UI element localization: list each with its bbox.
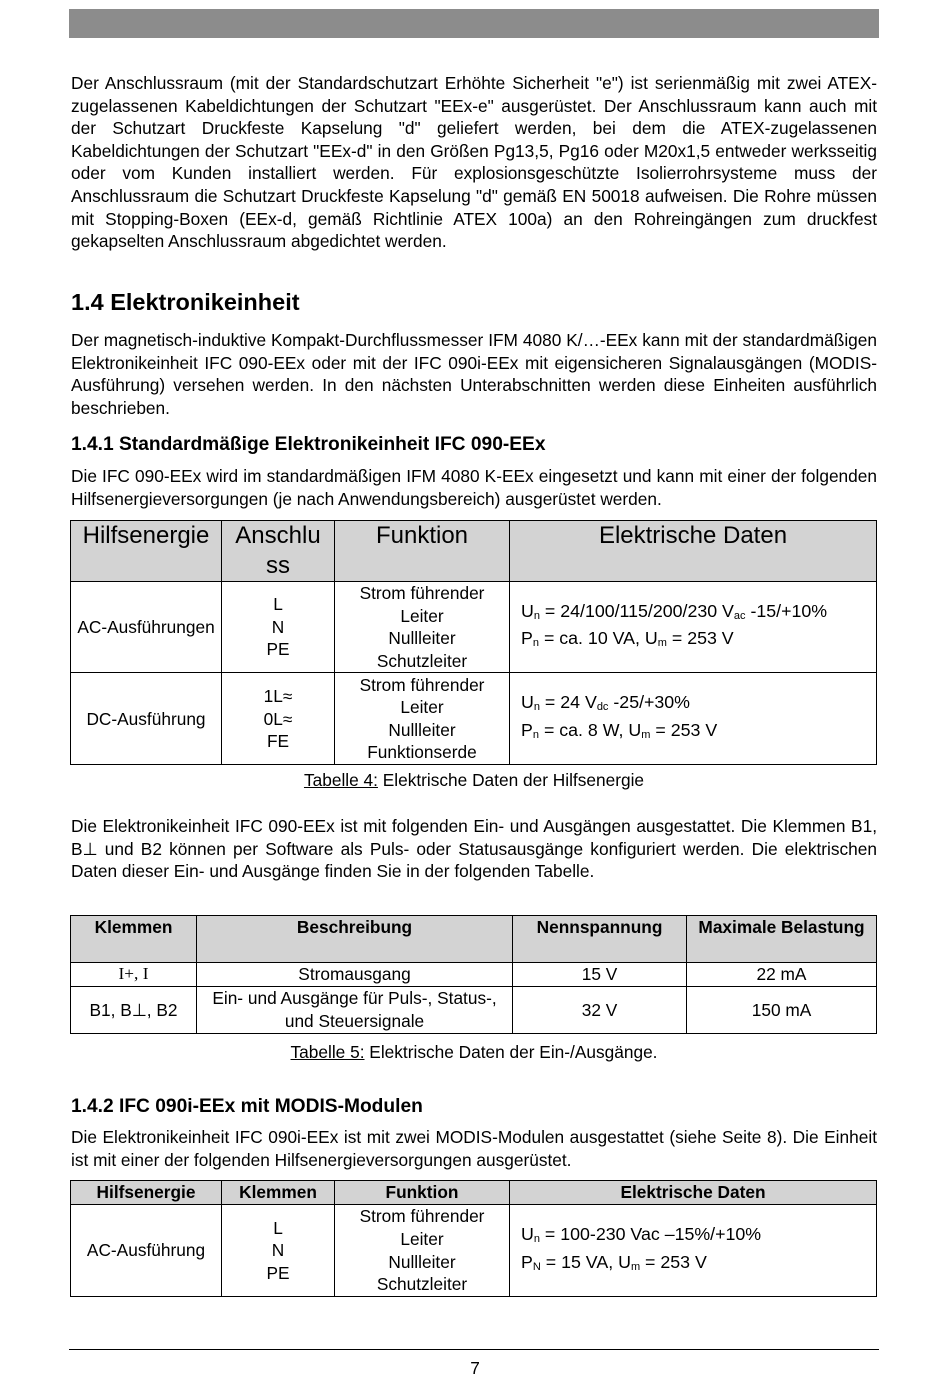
- function: Schutzleiter: [376, 1274, 468, 1295]
- table-row: [71, 673, 877, 765]
- function: Nullleiter: [388, 628, 456, 649]
- section-1-4-1-paragraph-2: Die Elektronikeinheit IFC 090-EEx ist mit folgenden Ein- und Ausgängen ausgestattet. Die Klemmen B1, B⊥ und B2 können per Software als Puls- oder Statusausgänge konfiguriert werden. Die elektrischen Daten dieser Ein- und Ausgänge finden Sie in der folgenden Tabelle.: [71, 816, 877, 882]
- header-anschluss: Anschlu ss: [222, 521, 335, 582]
- header-klemmen: Klemmen: [71, 916, 197, 963]
- function: Nullleiter: [388, 1251, 456, 1272]
- page-number: 7: [470, 1358, 480, 1378]
- io-table: [70, 915, 877, 1034]
- section-heading-1-4: 1.4 Elektronikeinheit: [71, 289, 300, 315]
- function-cell: [335, 673, 510, 765]
- header-maximale-belastung: Maximale Belastung: [687, 916, 877, 963]
- function-cell: [335, 582, 510, 673]
- header-elektrische-daten: Elektrische Daten: [510, 1181, 877, 1205]
- supply-name: DC-Ausführung: [71, 673, 222, 765]
- data-line: $U_n = 24$ $V_{dc}$ -25/+30%: [521, 692, 690, 714]
- section-1-4-2-paragraph: Die Elektronikeinheit IFC 090i-EEx ist mit zwei MODIS-Modulen ausgestattet (siehe Seite 8). Die Einheit ist mit einer der folgenden Hilfsenergieversorgungen ausgerüstet.: [71, 1127, 877, 1170]
- beschreibung-cell: Stromausgang: [197, 963, 513, 987]
- section-heading-1-4-2: 1.4.2 IFC 090i-EEx mit MODIS-Modulen: [71, 1096, 423, 1117]
- table-row: [71, 1205, 877, 1297]
- header-hilfsenergie: Hilfsenergie: [71, 521, 222, 582]
- intro-paragraph: Der Anschlussraum (mit der Standardschutzart Erhöhte Sicherheit "e") ist serienmäßig mit zwei ATEX-zugelassenen Kabeldichtungen der Schutzart "EEx-e" ausgerüstet. Der Anschlussraum kann auch mit der Schutzart Druckfeste Kapselung "d" geliefert werden, bei dem die ATEX-zugelassenen Kabeldichtungen der Schutzart "EEx-d" in den Größen Pg13,5, Pg16 oder M20x1,5 entweder werksseitig oder vom Kunden installiert werden. Für explosionsgeschützte Isolierrohrsysteme muss der Anschlussraum die Schutzart Druckfeste Kapselung "d" gemäß EN 50018 aufweisen. Die Rohre müssen mit Stopping-Boxen (EEx-d, gemäß Richtlinie ATEX 100a) an den Rohreingängen zum druckfest gekapselten Anschlussraum abgedichtet werden.: [71, 73, 877, 252]
- data-line: $P_n$ = ca. 10 VA, $U_m = 253$ V: [521, 628, 734, 650]
- table-5-caption: Tabelle 5: Elektrische Daten der Ein-/Ausgänge.: [290, 1042, 658, 1062]
- header-funktion: Funktion: [335, 1181, 510, 1205]
- data-line: $P_n$ = ca. 8 W, $U_m = 253$ V: [521, 719, 718, 741]
- table-row: [71, 963, 877, 987]
- supply-name: AC-Ausführungen: [71, 582, 222, 673]
- terminal: L: [273, 594, 283, 615]
- modis-power-table: [70, 1180, 877, 1297]
- data-line: $U_n = 24/100/115/200/230$ $V_{ac}$ -15/+10%: [521, 600, 828, 622]
- section-1-4-paragraph: Der magnetisch-induktive Kompakt-Durchflussmesser IFM 4080 K/…-EEx kann mit der standardmäßigen Elektronikeinheit IFC 090-EEx oder mit der IFC 090i-EEx mit eigensicheren Signalausgängen (MODIS-Ausführung) versehen werden. In den nächsten Unterabschnitten werden diese Einheiten ausführlich beschrieben.: [71, 330, 877, 418]
- header-nennspannung: Nennspannung: [513, 916, 687, 963]
- table-row: [71, 582, 877, 673]
- table-row: [71, 987, 877, 1034]
- terminal: 0L≈: [263, 708, 293, 729]
- electrical-data-cell: [510, 673, 877, 765]
- terminals-cell: [222, 1205, 335, 1297]
- terminal: PE: [266, 639, 290, 660]
- data-line: $U_n = 100-230$ Vac –15%/+10%: [521, 1223, 762, 1245]
- function: Funktionserde: [367, 742, 477, 763]
- function: Schutzleiter: [376, 650, 468, 671]
- beschreibung-cell: Ein- und Ausgänge für Puls-, Status-, und Steuersignale: [197, 987, 513, 1034]
- spannung-cell: 32 V: [513, 987, 687, 1034]
- electrical-data-cell: [510, 582, 877, 673]
- header-bar: [69, 9, 879, 38]
- function: Strom führender Leiter: [359, 674, 485, 718]
- function-cell: [335, 1205, 510, 1297]
- terminal: N: [271, 616, 285, 637]
- function: Strom führender Leiter: [359, 1206, 485, 1249]
- header-elektrische-daten: Elektrische Daten: [510, 521, 877, 582]
- data-line: $P_N = 15$ VA, $U_m = 253$ V: [521, 1251, 707, 1273]
- terminal: L: [273, 1217, 283, 1238]
- section-1-4-1-paragraph: Die IFC 090-EEx wird im standardmäßigen IFM 4080 K-EEx eingesetzt und kann mit einer der folgenden Hilfsenergieversorgungen (je nach Anwendungsbereich) ausgerüstet werden.: [71, 466, 877, 509]
- klemmen-cell: I+, I: [71, 963, 197, 987]
- supply-name: AC-Ausführung: [71, 1205, 222, 1297]
- belastung-cell: 150 mA: [687, 987, 877, 1034]
- table-4-caption: Tabelle 4: Elektrische Daten der Hilfsenergie: [303, 770, 645, 790]
- terminal: N: [271, 1240, 285, 1261]
- terminals-cell: [222, 673, 335, 765]
- terminal: 1L≈: [263, 685, 293, 706]
- section-heading-1-4-1: 1.4.1 Standardmäßige Elektronikeinheit IFC 090-EEx: [71, 434, 546, 455]
- terminals-cell: [222, 582, 335, 673]
- header-funktion: Funktion: [335, 521, 510, 582]
- terminal: PE: [266, 1262, 290, 1283]
- terminal: FE: [266, 731, 290, 752]
- spannung-cell: 15 V: [513, 963, 687, 987]
- footer-rule: [69, 1349, 879, 1350]
- klemmen-cell: B1, B⊥, B2: [71, 987, 197, 1034]
- header-beschreibung: Beschreibung: [197, 916, 513, 963]
- header-klemmen: Klemmen: [222, 1181, 335, 1205]
- belastung-cell: 22 mA: [687, 963, 877, 987]
- function: Nullleiter: [388, 719, 456, 740]
- function: Strom führender Leiter: [359, 583, 485, 626]
- header-hilfsenergie: Hilfsenergie: [71, 1181, 222, 1205]
- power-supply-table: [70, 520, 877, 765]
- electrical-data-cell: [510, 1205, 877, 1297]
